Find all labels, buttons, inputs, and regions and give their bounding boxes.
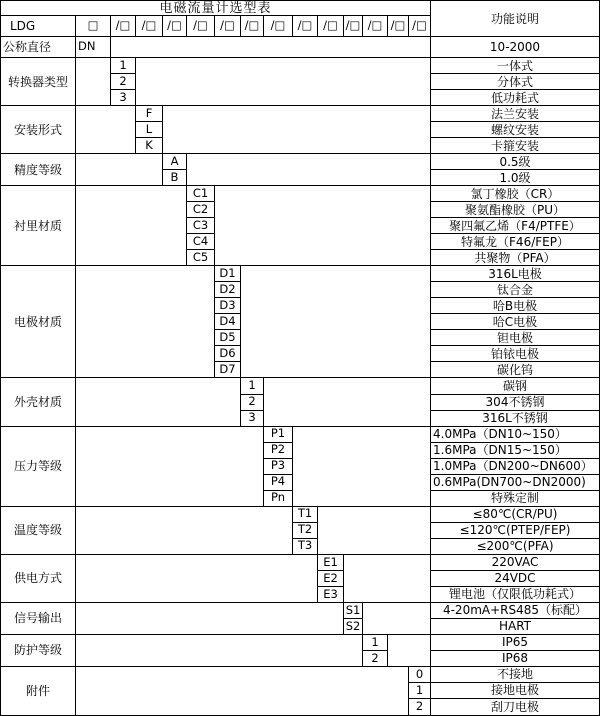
code-cell: T2 [293,523,318,539]
code-cell: D1 [215,266,241,282]
category-label-converter-type: 转换器类型 [1,58,76,106]
model-slot: /□ [388,16,409,37]
code-cell: 1 [363,635,388,651]
spacer-cell [363,603,431,635]
spacer-cell [344,555,431,603]
desc-cell: IP68 [431,651,599,667]
spacer-cell [76,266,215,378]
desc-cell: 钛合金 [431,282,599,298]
category-label-lining-material: 衬里材质 [1,186,76,266]
spacer-cell [76,378,241,426]
desc-cell: 钽电极 [431,330,599,346]
code-cell: D5 [215,330,241,346]
spacer-cell [76,603,344,635]
model-slot: /□ [344,16,363,37]
code-cell: K [136,138,163,154]
code-cell: P3 [264,459,293,475]
code-cell: F [136,106,163,122]
code-cell: 1 [241,378,264,394]
code-cell: C5 [187,250,215,266]
code-cell: 3 [241,411,264,427]
desc-cell: 螺纹安装 [431,122,599,138]
model-slot: /□ [187,16,215,37]
spacer-cell [76,106,136,154]
desc-cell: 220VAC [431,555,599,571]
spacer-cell [241,266,431,378]
model-slot: /□ [111,16,136,37]
desc-cell: 一体式 [431,58,599,74]
desc-cell: 0.6MPa(DN700~DN2000) [431,475,599,491]
desc-cell: 0.5级 [431,154,599,170]
code-cell: 0 [409,667,431,683]
model-prefix: LDG [1,16,76,37]
desc-cell: 氯丁橡胶（CR） [431,186,599,202]
code-cell: D3 [215,298,241,314]
code-cell: P2 [264,443,293,459]
function-description-header: 功能说明 [431,1,599,37]
code-cell: S2 [344,619,363,635]
spacer-cell [264,378,431,426]
model-slot: /□ [264,16,293,37]
desc-cell: 4-20mA+RS485（标配） [431,603,599,619]
code-cell: 2 [241,395,264,411]
desc-cell: 法兰安装 [431,106,599,122]
spacer-cell [318,507,431,555]
code-cell: D7 [215,362,241,378]
code-cell: 3 [111,90,136,106]
spacer-cell [76,507,293,555]
model-first-box: □ [76,16,111,37]
code-cell: D6 [215,346,241,362]
desc-cell: 卡箍安装 [431,138,599,154]
desc-cell: 316L不锈钢 [431,411,599,427]
code-cell: P1 [264,427,293,443]
code-cell: P4 [264,475,293,491]
desc-cell: 共聚物（PFA） [431,250,599,266]
code-cell: A [163,154,187,170]
desc-cell: 哈C电极 [431,314,599,330]
desc-cell: 304不锈钢 [431,395,599,411]
desc-cell: 哈B电极 [431,298,599,314]
category-label-electrode-material: 电极材质 [1,266,76,378]
category-label-installation: 安装形式 [1,106,76,154]
spacer-cell [76,154,163,186]
code-cell: S1 [344,603,363,619]
desc-cell: 1.0级 [431,170,599,186]
category-label-nominal-diameter: 公称直径 [1,37,76,58]
spacer-cell [215,186,431,266]
code-cell: B [163,170,187,186]
desc-cell: 聚氨酯橡胶（PU） [431,202,599,218]
desc-cell: 1.6MPa（DN15~150） [431,443,599,459]
desc-cell: 铂铱电极 [431,346,599,362]
code-cell: 2 [111,74,136,90]
desc-cell: 特氟龙（F46/FEP） [431,234,599,250]
spacer-cell [76,555,318,603]
code-cell: 1 [111,58,136,74]
desc-cell: 1.0MPa（DN200~DN600） [431,459,599,475]
code-cell: 2 [363,651,388,667]
desc-cell: 刮刀电极 [490,699,539,714]
model-slot: /□ [293,16,318,37]
desc-cell: 不接地 [431,667,599,683]
code-cell: D4 [215,314,241,330]
spacer-cell [187,154,431,186]
category-label-temperature-rating: 温度等级 [1,507,76,555]
category-label-accessories: 附件 [1,667,76,715]
desc-cell: 分体式 [431,74,599,90]
code-cell: 1 [409,683,431,699]
code-cell: 2 [409,699,431,715]
desc-cell: 316L电极 [431,266,599,282]
desc-cell: ≤120℃(PTEP/FEP) [431,523,599,539]
code-cell: C1 [187,186,215,202]
desc-cell: 接地电极 [431,683,599,699]
category-label-signal-output: 信号输出 [1,603,76,635]
model-slot: /□ [363,16,388,37]
model-slot: /□ [318,16,344,37]
spacer-cell [76,667,409,715]
table-title: 电磁流量计选型表 [1,1,431,16]
code-cell: E1 [318,555,344,571]
code-cell: T3 [293,539,318,555]
model-slot: /□ [163,16,187,37]
code-cell: Pn [264,491,293,507]
desc-cell: 特殊定制 [431,491,599,507]
desc-cell: 碳钢 [431,378,599,394]
code-cell: E3 [318,587,344,603]
spacer-cell [76,427,264,507]
category-label-housing-material: 外壳材质 [1,378,76,426]
desc-cell: 24VDC [431,571,599,587]
desc-cell: ≤200℃(PFA) [431,539,599,555]
model-slot: /□ [136,16,163,37]
desc-cell: IP65 [431,635,599,651]
code-cell: DN [76,37,111,58]
desc-cell: 10-2000 [431,37,599,58]
code-cell: C2 [187,202,215,218]
spacer-cell [293,427,431,507]
desc-cell: 锂电池（仅限低功耗式） [431,587,599,603]
spacer-cell [111,37,431,58]
spacer-cell [136,58,431,106]
desc-cell: HART [431,619,599,635]
desc-cell: 聚四氟乙烯（F4/PTFE） [431,218,599,234]
desc-cell: 4.0MPa（DN10~150） [431,427,599,443]
desc-cell: 碳化钨 [431,362,599,378]
code-cell: L [136,122,163,138]
code-cell: C3 [187,218,215,234]
code-cell: C4 [187,234,215,250]
spacer-cell [163,106,431,154]
desc-cell: 低功耗式 [431,90,599,106]
code-cell: D2 [215,282,241,298]
model-slot: /□ [241,16,264,37]
category-label-pressure-rating: 压力等级 [1,427,76,507]
spacer-cell [388,635,431,667]
model-slot: /□ [215,16,241,37]
spacer-cell [76,186,187,266]
code-cell: T1 [293,507,318,523]
spacer-cell [76,58,111,106]
code-cell: E2 [318,571,344,587]
category-label-protection-rating: 防护等级 [1,635,76,667]
category-label-power-supply: 供电方式 [1,555,76,603]
category-label-accuracy: 精度等级 [1,154,76,186]
desc-cell: ≤80℃(CR/PU) [431,507,599,523]
model-slot: /□ [409,16,431,37]
spacer-cell [76,635,363,667]
